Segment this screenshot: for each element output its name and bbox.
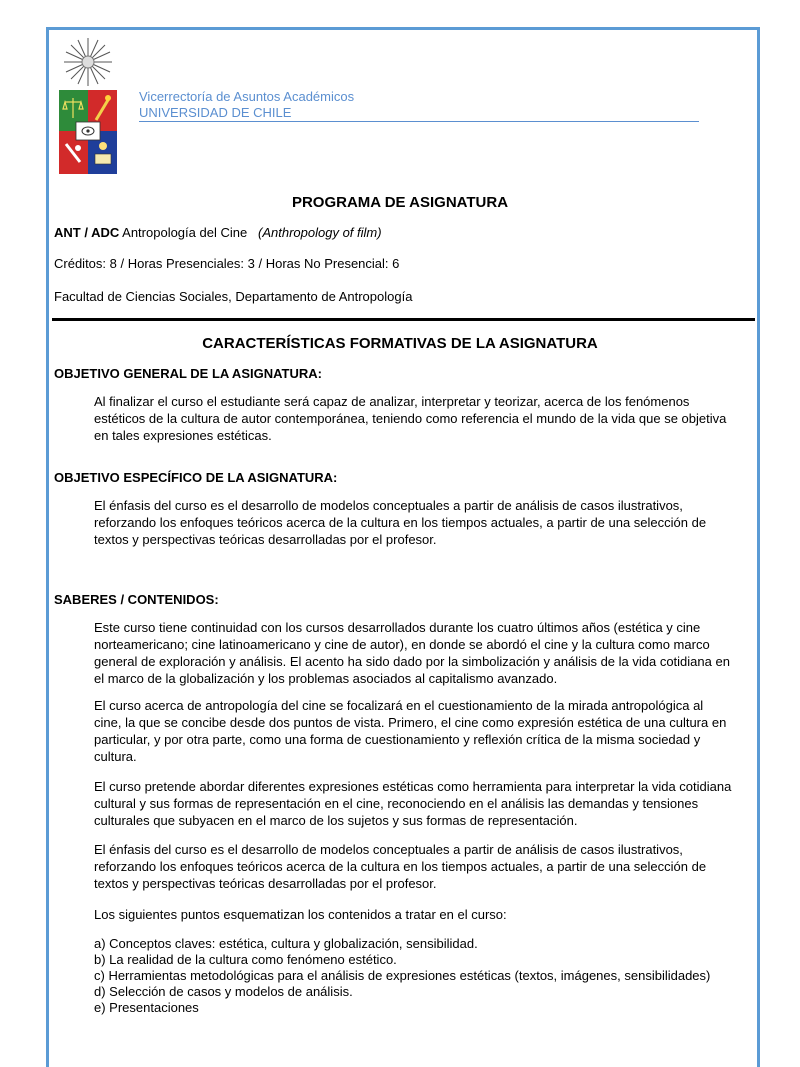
university-label: UNIVERSIDAD DE CHILE: [139, 105, 292, 120]
course-english-name: (Anthropology of film): [258, 225, 382, 240]
list-item: a) Conceptos claves: estética, cultura y globalización, sensibilidad.: [94, 936, 478, 951]
program-title: PROGRAMA DE ASIGNATURA: [291, 194, 509, 211]
header-divider: [139, 121, 699, 122]
credits-line: Créditos: 8 / Horas Presenciales: 3 / Horas No Presencial: 6: [54, 256, 400, 271]
section-divider: [52, 318, 755, 321]
contents-heading: SABERES / CONTENIDOS:: [54, 592, 219, 607]
general-objective-heading: OBJETIVO GENERAL DE LA ASIGNATURA:: [54, 366, 322, 381]
faculty-line: Facultad de Ciencias Sociales, Departamento de Antropología: [54, 289, 413, 304]
header-institution: [139, 89, 354, 121]
contents-list: [94, 936, 710, 1016]
contents-paragraph-5: Los siguientes puntos esquematizan los contenidos a tratar en el curso:: [94, 907, 507, 922]
characteristics-title: CARACTERÍSTICAS FORMATIVAS DE LA ASIGNATURA: [202, 335, 598, 352]
specific-objective-heading: OBJETIVO ESPECÍFICO DE LA ASIGNATURA:: [54, 470, 338, 485]
course-line: [54, 225, 382, 240]
general-objective-text: Al finalizar el curso el estudiante será capaz de analizar, interpretar y teorizar, acerca de los fenómenos estéticos de la cultura de autor contemporánea, teniendo como referencia el mundo de la vida que se objetiva en tales expresiones estéticas.: [94, 394, 727, 443]
list-item: c) Herramientas metodológicas para el análisis de expresiones estéticas (textos, imágenes, sensibilidades): [94, 968, 711, 983]
contents-paragraph-2: El curso acerca de antropología del cine se focalizará en el cuestionamiento de la mirada antropológica al cine, la que se concibe desde dos puntos de vista. Primero, el cine como expresión estética de una cultura en particular, y por otra parte, como una forma de cuestionamiento y reflexión crítica de la misma sociedad y cultura.: [94, 698, 727, 764]
list-item: d) Selección de casos y modelos de análisis.: [94, 984, 353, 999]
vicerrectoria-label: Vicerrectoría de Asuntos Académicos: [139, 89, 355, 104]
list-item: b) La realidad de la cultura como fenómeno estético.: [94, 952, 397, 967]
course-name: Antropología del Cine: [122, 225, 248, 240]
university-shield-logo: [58, 34, 118, 176]
course-code: ANT / ADC: [54, 225, 120, 240]
contents-paragraph-1: Este curso tiene continuidad con los cursos desarrollados durante los cuatro últimos años (estética y cine norteamericano; cine latinoamericano y cine de autor), en donde se abordó el cine y la cultura como marco general de exploración y análisis. El acento ha sido dado por la simbolización y análisis de la vida cotidiana en el marco de la globalización y los problemas asociados al capitalismo avanzado.: [94, 620, 730, 686]
contents-paragraph-3: El curso pretende abordar diferentes expresiones estéticas como herramienta para interpretar la vida cotidiana cultural y sus formas de representación en el cine, reconociendo en el análisis las demandas y tensiones culturales que subyacen en el marco de los sujetos y sus formas de representación.: [94, 779, 732, 828]
list-item: e) Presentaciones: [94, 1000, 199, 1015]
contents-paragraph-4: El énfasis del curso es el desarrollo de modelos conceptuales a partir de análisis de casos ilustrativos, reforzando los enfoques teóricos acerca de la cultura en los tiempos actuales, a partir de una selección de textos y perspectivas teóricas desarrolladas por el profesor.: [94, 842, 707, 891]
specific-objective-text: El énfasis del curso es el desarrollo de modelos conceptuales a partir de análisis de casos ilustrativos, reforzando los enfoques teóricos acerca de la cultura en los tiempos actuales, a partir de una selección de textos y perspectivas teóricas desarrolladas por el profesor.: [94, 498, 707, 547]
